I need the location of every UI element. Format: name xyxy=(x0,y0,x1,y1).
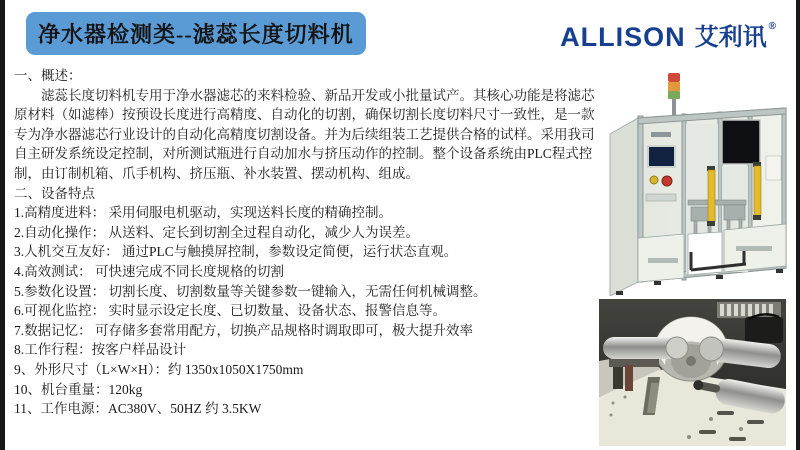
body-text xyxy=(14,66,602,419)
signal-tower-icon xyxy=(668,73,680,120)
feature-item: 8.工作行程：按客户样品设计 xyxy=(14,342,187,358)
feature-item: 2.自动化操作： 从送料、定长到切割全过程自动化，减少人为误差。 xyxy=(14,224,419,240)
page-title: 净水器检测类--滤蕊长度切料机 xyxy=(38,22,354,47)
features-heading: 二、设备特点 xyxy=(14,185,95,201)
registered-trademark-mark: ® xyxy=(768,21,776,32)
feature-item: 9、外形尺寸（L×W×H）：约 1350x1050X1750mm xyxy=(14,361,304,377)
features-list xyxy=(14,203,602,419)
feature-item: 3.人机交互友好： 通过PLC与触摸屏控制，参数设定简便，运行状态直观。 xyxy=(14,244,458,260)
title-banner xyxy=(26,12,366,55)
feature-item: 1.高精度进料： 采用伺服电机驱动，实现送料长度的精确控制。 xyxy=(14,205,392,221)
cutter-closeup-photo xyxy=(599,299,786,446)
brand-logo xyxy=(560,21,776,52)
overview-heading: 一、概述： xyxy=(14,68,82,83)
cutter-closeup-graphic xyxy=(599,299,786,446)
overview-paragraph: 滤蕊长度切料机专用于净水器滤芯的来料检验、新品开发或小批量试产。其核心功能是将滤芯原材料（如滤棒）按预设长度进行高精度、自动化的切割，确保切割长度切料尺寸一致性，是一款专为净水器滤芯行业设计的自动化高精度切割设备。并为后续组装工艺提供合格的试样。采用我司自主研发系统设定控制，对所测试瓶进行自动加水与挤压动作的控制。整个设备系统由PLC程式控制，由订制机箱、爪手机构、挤压瓶、补水装置、摆动机构、组成。 xyxy=(14,87,595,181)
feature-item: 4.高效测试： 可快速完成不同长度规格的切割 xyxy=(14,263,284,279)
feature-item: 5.参数化设置： 切割长度、切割数量等关键参数一键输入，无需任何机械调整。 xyxy=(14,283,487,299)
feature-item: 11、工作电源：AC380V、50HZ 约 3.5KW xyxy=(14,401,262,417)
feature-item: 6.可视化监控： 实时显示设定长度、已切数量、设备状态、报警信息等。 xyxy=(14,303,446,319)
brand-name-en: ALLISON xyxy=(560,22,686,52)
feature-item: 10、机台重量：120kg xyxy=(14,381,143,397)
motor-block xyxy=(745,317,783,343)
right-edge-bar xyxy=(796,0,800,450)
brand-name-cn: 艾利讯 xyxy=(694,23,767,51)
machine-photo xyxy=(596,70,796,296)
left-edge-bar xyxy=(0,0,5,450)
dark-window xyxy=(722,120,760,164)
feature-item: 7.数据记忆： 可存储多套常用配方，切换产品规格时调取即可，极大提升效率 xyxy=(14,322,473,338)
machine-photo-graphic xyxy=(596,70,796,296)
